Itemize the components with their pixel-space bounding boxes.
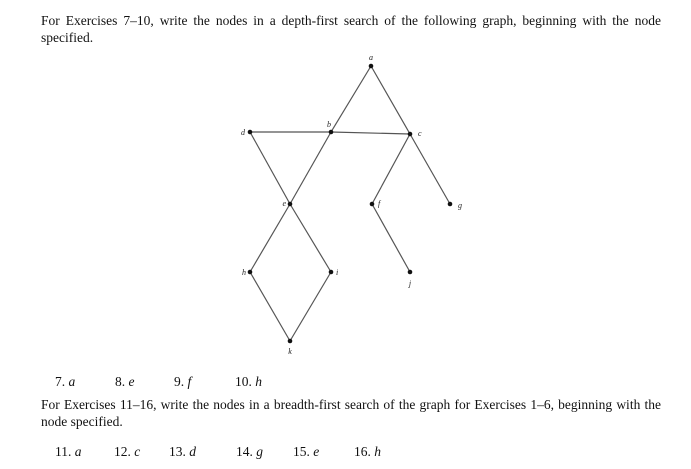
graph-node-f bbox=[370, 202, 375, 207]
exercise-start-node: e bbox=[313, 444, 320, 459]
graph-edge-e-h bbox=[250, 204, 290, 272]
graph-edge-i-k bbox=[290, 272, 331, 341]
graph-node-label-i: i bbox=[336, 268, 339, 277]
graph-edge-c-f bbox=[372, 134, 410, 204]
graph-edge-b-e bbox=[290, 132, 331, 204]
exercise-start-node: a bbox=[68, 374, 76, 389]
exercise-start-node: e bbox=[128, 374, 135, 389]
exercise-16 bbox=[354, 443, 381, 460]
exercise-9 bbox=[174, 373, 191, 390]
graph-edge-h-k bbox=[250, 272, 290, 341]
graph-node-label-c: c bbox=[418, 129, 422, 138]
exercise-7 bbox=[55, 373, 75, 390]
graph-edge-c-g bbox=[410, 134, 450, 204]
graph-node-h bbox=[248, 270, 253, 275]
graph-node-label-b: b bbox=[327, 120, 331, 129]
bfs-instructions: For Exercises 11–16, write the nodes in a breadth-first search of the graph for Exercises 1–6, beginning with the node specified. bbox=[41, 397, 661, 429]
exercise-number: 15. bbox=[293, 444, 310, 459]
graph-node-g bbox=[448, 202, 453, 207]
exercise-start-node: d bbox=[189, 444, 196, 459]
graph-node-label-e: e bbox=[282, 199, 286, 208]
exercise-start-node: c bbox=[134, 444, 141, 459]
graph-node-i bbox=[329, 270, 334, 275]
exercise-start-node: f bbox=[187, 374, 192, 389]
graph-node-label-j: j bbox=[408, 279, 412, 288]
graph-node-label-a: a bbox=[369, 53, 373, 62]
exercise-start-node: h bbox=[255, 374, 262, 389]
exercise-number: 13. bbox=[169, 444, 186, 459]
exercise-start-node: h bbox=[374, 444, 381, 459]
exercise-number: 9. bbox=[174, 374, 185, 389]
graph-node-k bbox=[288, 339, 293, 344]
graph-node-d bbox=[248, 130, 253, 135]
graph-node-a bbox=[369, 64, 374, 69]
graph-node-e bbox=[288, 202, 293, 207]
exercise-start-node: a bbox=[74, 444, 82, 459]
graph-node-label-g: g bbox=[458, 201, 462, 210]
exercise-8 bbox=[115, 373, 135, 390]
exercise-13 bbox=[169, 443, 196, 460]
dfs-instructions: For Exercises 7–10, write the nodes in a depth-first search of the following graph, beginning with the node specified. bbox=[41, 13, 661, 45]
graph-node-label-h: h bbox=[242, 268, 246, 277]
graph-edge-b-c bbox=[331, 132, 410, 134]
graph-node-j bbox=[408, 270, 413, 275]
exercise-number: 14. bbox=[236, 444, 253, 459]
exercise-10 bbox=[235, 373, 262, 390]
exercise-11 bbox=[55, 443, 82, 460]
graph-node-b bbox=[329, 130, 334, 135]
exercise-12 bbox=[114, 443, 140, 460]
graph-node-label-d: d bbox=[241, 128, 245, 137]
graph-node-label-k: k bbox=[288, 347, 292, 356]
exercise-number: 10. bbox=[235, 374, 252, 389]
exercise-start-node: g bbox=[256, 444, 263, 459]
graph-edge-f-j bbox=[372, 204, 410, 272]
exercise-number: 16. bbox=[354, 444, 371, 459]
exercise-number: 11. bbox=[55, 444, 72, 459]
graph-edge-a-c bbox=[371, 66, 410, 134]
graph-edge-d-e bbox=[250, 132, 290, 204]
exercise-15 bbox=[293, 443, 319, 460]
exercise-14 bbox=[236, 443, 263, 460]
graph-node-label-f: f bbox=[378, 199, 381, 208]
graph-node-c bbox=[408, 132, 413, 137]
exercise-number: 8. bbox=[115, 374, 126, 389]
exercise-number: 12. bbox=[114, 444, 131, 459]
graph-edge-e-i bbox=[290, 204, 331, 272]
graph-edge-a-b bbox=[331, 66, 371, 132]
exercise-number: 7. bbox=[55, 374, 66, 389]
